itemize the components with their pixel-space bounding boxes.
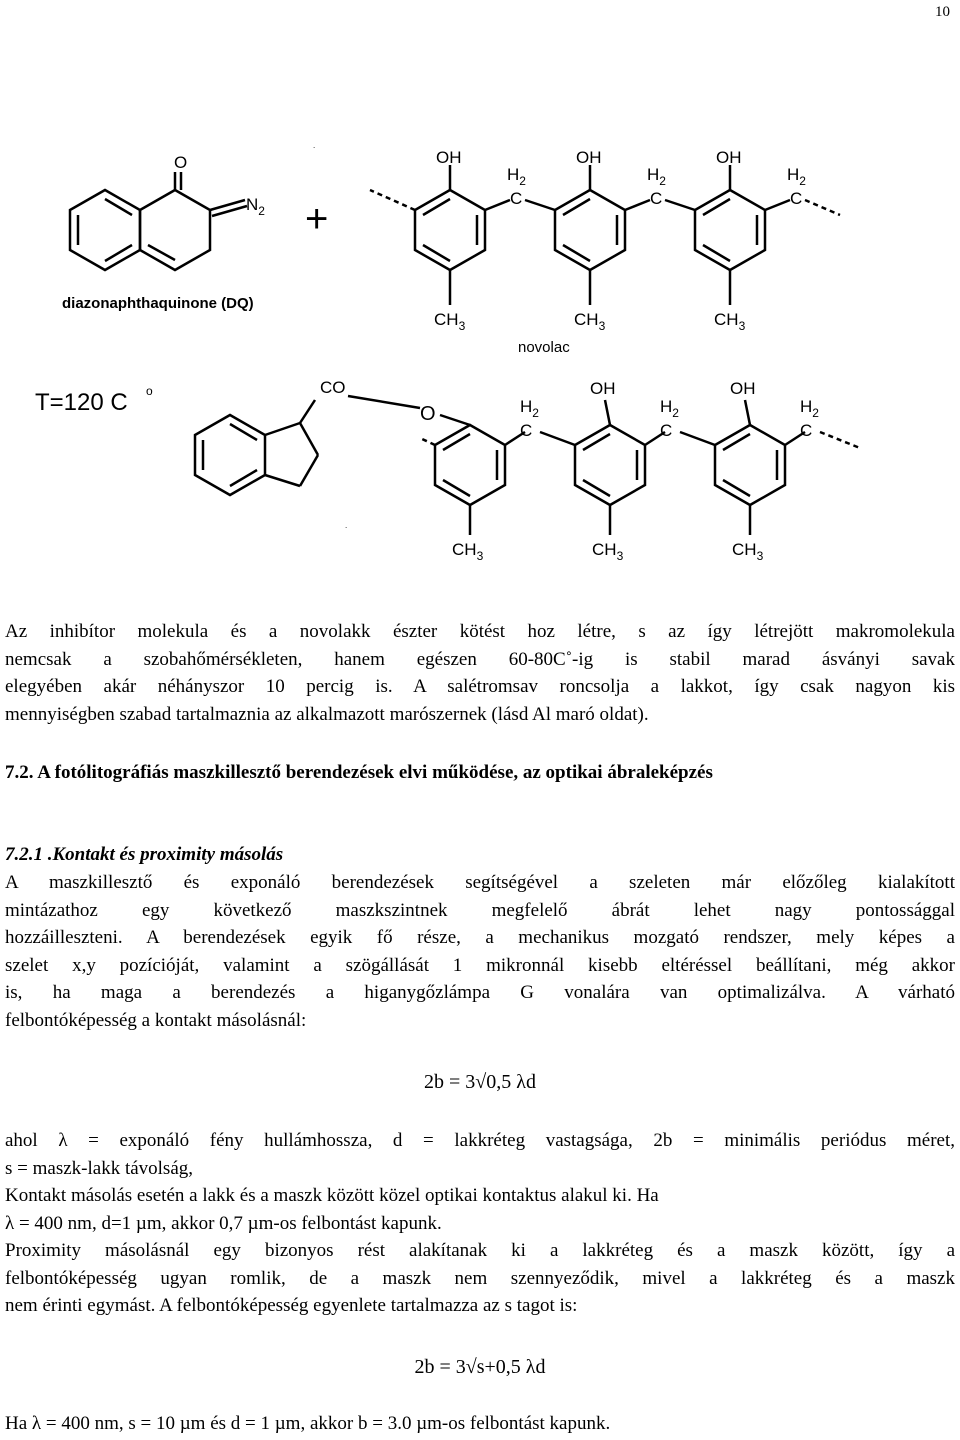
ester-h2-1: $H_2$ (520, 397, 539, 420)
paragraph-1-line-3: elegyében akár néhányszor 10 percig is. A salétromsav roncsolja a lakkot, így csak nagyon kis (5, 676, 955, 697)
paragraph-2-line-1: A maszkillesztő és exponáló berendezések segítségével a szeleten már előzőleg kialakított (5, 872, 955, 893)
final-sentence (5, 1410, 955, 1438)
dq-caption: diazonaphthaquinone (DQ) (62, 295, 254, 312)
page-number: 10 (935, 4, 950, 20)
paragraph-1-line-2: nemcsak a szobahőmérsékleten, hanem egészen 60-80C˚-ig is stabil marad ásványi savak (5, 648, 955, 670)
ester-ch3-3: $CH_3$ (732, 540, 764, 563)
paragraph-3 (5, 1127, 955, 1320)
novolac-ch3-3: $CH_3$ (714, 310, 746, 333)
paragraph-1-line-4: mennyiségben szabad tartalmaznia az alkalmazott marószernek (lásd Al maró oldat). (5, 703, 649, 725)
novolac-ch3-1: $CH_3$ (434, 310, 466, 333)
degree-sign: o (146, 384, 153, 398)
ester-ch3-2: $CH_3$ (592, 540, 624, 563)
paragraph-2-line-5: is, ha maga a berendezés a higanygőzlámpa G vonalára van optimalizálva. A várható (5, 982, 955, 1003)
ester-c-3: C (800, 421, 813, 440)
paragraph-3-line-6: felbontóképesség ugyan romlik, de a maszk nem szennyeződik, mivel a lakkréteg és a maszk (5, 1267, 955, 1289)
co-label: CO (320, 378, 346, 397)
paragraph-2-line-3: hozzáilleszteni. A berendezések egyik fő része, a mechanikus mozgató rendszer, mely képes a (5, 927, 955, 948)
ester-c-2: C (660, 421, 673, 440)
plus-sign: + (305, 197, 329, 241)
novolac-h2-2: $H_2$ (647, 165, 666, 188)
paragraph-3-line-5: Proximity másolásnál egy bizonyos rést alakítanak ki a lakkréteg és a maszk között, így a (5, 1240, 955, 1261)
novolac-oh-3: OH (716, 148, 742, 167)
novolac-oh-1: OH (436, 148, 462, 167)
section-heading-7-2: 7.2. A fotólitográfiás maszkillesztő berendezések elvi működése, az optikai ábraleképzés (5, 762, 713, 783)
novolac-c-1: C (510, 189, 523, 208)
ester-h2-3: $H_2$ (800, 397, 819, 420)
paragraph-3-line-1: ahol λ = exponáló fény hullámhossza, d = lakkréteg vastagsága, 2b = minimális periódus méret, (5, 1130, 955, 1151)
paragraph-3-line-4: λ = 400 nm, d=1 µm, akkor 0,7 µm-os felbontást kapunk. (5, 1212, 442, 1234)
novolac-c-2: C (650, 189, 663, 208)
novolac-h2-1: $H_2$ (507, 165, 526, 188)
equation-contact: 2b = 3√0,5 λd (424, 1071, 536, 1093)
novolac-h2-3: $H_2$ (787, 165, 806, 188)
dq-carbonyl-oxygen: O (174, 153, 188, 172)
stray-dot-1: . (313, 141, 316, 150)
ester-h2-2: $H_2$ (660, 397, 679, 420)
novolac-molecule (370, 165, 840, 305)
paragraph-3-line-7: nem érinti egymást. A felbontóképesség egyenlete tartalmazza az s tagot is: (5, 1295, 578, 1316)
ester-ch3-1: $CH_3$ (452, 540, 484, 563)
novolac-caption: novolac (518, 339, 570, 356)
final-sentence-line: Ha λ = 400 nm, s = 10 µm és d = 1 µm, akkor b = 3.0 µm-os felbontást kapunk. (5, 1413, 611, 1434)
paragraph-1-line-1: Az inhibítor molekula és a novolakk észter kötést hoz létre, s az így létrejött makromolekula (5, 621, 955, 642)
novolac-c-3: C (790, 189, 803, 208)
paragraph-2-line-4: szelet x,y pozícióját, valamint a szögállását 1 mikronnál kisebb eltéréssel beállítani, még akkor (5, 954, 955, 976)
temperature-label: T=120 C (35, 389, 128, 416)
paragraph-3-line-3: Kontakt másolás esetén a lakk és a maszk között közel optikai kontaktus alakul ki. Ha (5, 1185, 659, 1206)
paragraph-2 (5, 869, 955, 1034)
equation-proximity: 2b = 3√s+0,5 λd (414, 1356, 546, 1378)
paragraph-3-line-2: s = maszk-lakk távolság, (5, 1157, 194, 1179)
section-heading-7-2-1: 7.2.1 .Kontakt és proximity másolás (5, 844, 284, 865)
indene-molecule (195, 396, 420, 495)
paragraph-2-line-2: mintázathoz egy következő maszkszintnek megfelelő ábrát lehet nagy pontossággal (5, 899, 955, 921)
ester-oh-1: OH (590, 379, 616, 398)
chemical-reaction-figure (0, 0, 960, 580)
ester-oxygen: O (420, 403, 436, 425)
stray-dot-2: . (345, 521, 348, 530)
dq-n2-label: $N_2$ (246, 195, 265, 218)
esterified-novolac-molecule (420, 400, 860, 535)
novolac-oh-2: OH (576, 148, 602, 167)
paragraph-2-line-6: felbontóképesség a kontakt másolásnál: (5, 1009, 307, 1031)
paragraph-1 (5, 618, 955, 728)
dq-molecule (70, 172, 247, 270)
ester-oh-2: OH (730, 379, 756, 398)
novolac-ch3-2: $CH_3$ (574, 310, 606, 333)
ester-c-1: C (520, 421, 533, 440)
